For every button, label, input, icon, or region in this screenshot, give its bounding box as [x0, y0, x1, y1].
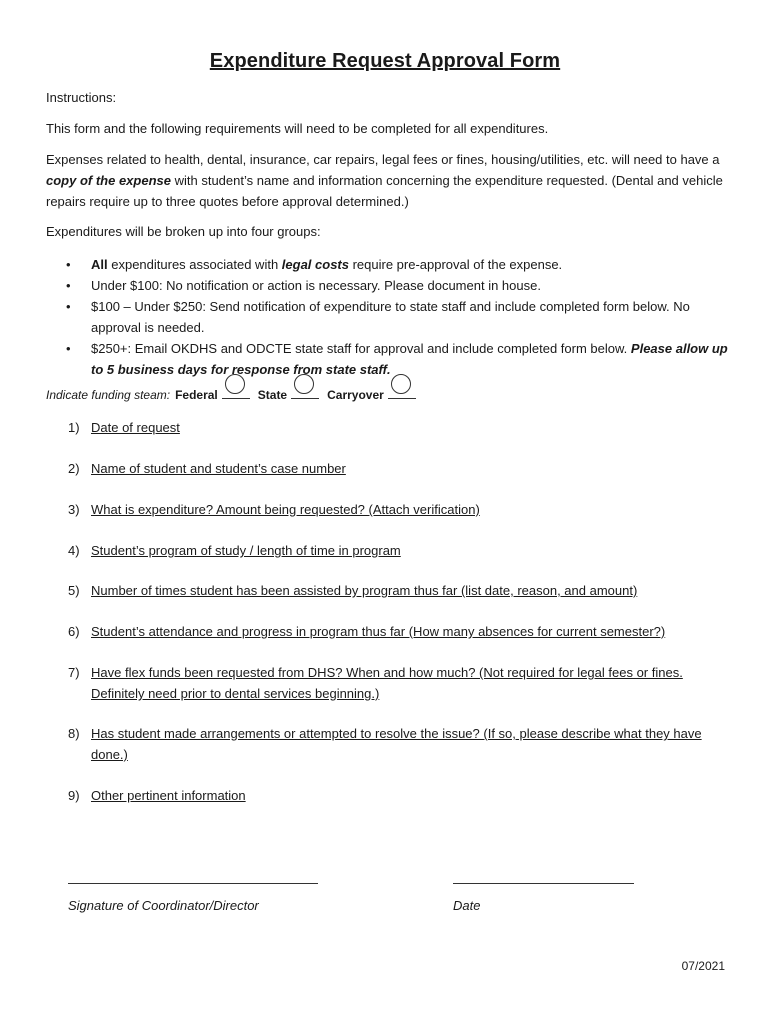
- date-label: Date: [453, 898, 481, 913]
- question-3: [68, 499, 738, 520]
- expenses-paragraph: [46, 149, 736, 212]
- question-text: Have flex funds been requested from DHS? When and how much? (Not required for legal fees or fines. Definitely need prior to dental services beginning.): [91, 665, 683, 701]
- question-number: 8): [68, 726, 80, 741]
- date-line[interactable]: [453, 883, 634, 884]
- question-number: 7): [68, 665, 80, 680]
- question-text: Number of times student has been assisted by program thus far (list date, reason, and amount): [91, 583, 638, 598]
- question-5: [68, 580, 738, 601]
- instructions-label: Instructions:: [46, 90, 117, 105]
- radio-circle-icon: [225, 374, 245, 394]
- list-item: [46, 296, 736, 338]
- radio-circle-icon: [294, 374, 314, 394]
- groups-list: [46, 254, 736, 380]
- question-number: 2): [68, 461, 80, 476]
- question-text: Other pertinent information: [91, 788, 246, 803]
- question-9: [68, 785, 738, 806]
- funding-stream-row: [46, 378, 424, 402]
- list-item: [46, 338, 736, 380]
- question-number: 3): [68, 502, 80, 517]
- expenses-text-after: with student’s name and information concerning the expenditure requested. (Dental and vehicle repairs require up to three quotes before approval determined.): [46, 173, 723, 209]
- question-8: [68, 723, 738, 765]
- bullet-glyph: •: [66, 257, 71, 272]
- question-number: 5): [68, 583, 80, 598]
- question-text: Student’s program of study / length of time in program: [91, 543, 401, 558]
- list-item: [46, 275, 736, 296]
- question-text: Name of student and student’s case number: [91, 461, 346, 476]
- question-text: Date of request: [91, 420, 180, 435]
- bullet-4-note: Please allow up to 5 business days for response from state staff.: [91, 341, 728, 377]
- question-number: 6): [68, 624, 80, 639]
- question-number: 1): [68, 420, 80, 435]
- signature-label: Signature of Coordinator/Director: [68, 898, 259, 913]
- question-text: What is expenditure? Amount being requested? (Attach verification): [91, 502, 480, 517]
- groups-intro: Expenditures will be broken up into four groups:: [46, 224, 321, 239]
- bullet-glyph: •: [66, 299, 71, 314]
- question-text: Has student made arrangements or attempted to resolve the issue? (If so, please describe what they have done.): [91, 726, 702, 762]
- bullet-1-bold: All: [91, 257, 108, 272]
- bullet-2-text: Under $100: No notification or action is necessary. Please document in house.: [91, 278, 541, 293]
- intro-paragraph: This form and the following requirements will need to be completed for all expenditures.: [46, 121, 549, 136]
- funding-federal-radio[interactable]: [222, 378, 250, 399]
- bullet-1-legal-costs: legal costs: [281, 257, 349, 272]
- list-item: [46, 254, 736, 275]
- footer-revision-date: 07/2021: [681, 959, 725, 973]
- bullet-glyph: •: [66, 341, 71, 356]
- question-text: Student’s attendance and progress in program thus far (How many absences for current semester?): [91, 624, 666, 639]
- radio-circle-icon: [391, 374, 411, 394]
- question-number: 9): [68, 788, 80, 803]
- signature-line[interactable]: [68, 883, 318, 884]
- bullet-glyph: •: [66, 278, 71, 293]
- question-number: 4): [68, 543, 80, 558]
- bullet-4-text: $250+: Email OKDHS and ODCTE state staff for approval and include completed form below.: [91, 341, 631, 356]
- bullet-1-after: require pre-approval of the expense.: [348, 257, 563, 272]
- funding-option-state-label: State: [257, 388, 288, 402]
- question-4: [68, 540, 738, 561]
- funding-option-carryover-label: Carryover: [327, 388, 384, 402]
- funding-carryover-radio[interactable]: [388, 378, 416, 399]
- funding-label: Indicate funding steam:: [46, 388, 171, 402]
- question-2: [68, 458, 738, 479]
- expenses-text-before: Expenses related to health, dental, insurance, car repairs, legal fees or fines, housing/utilities, etc. will need to have a: [46, 152, 720, 167]
- expenses-emphasis: copy of the expense: [46, 173, 171, 188]
- funding-option-federal-label: Federal: [175, 388, 218, 402]
- bullet-3-text: $100 – Under $250: Send notification of expenditure to state staff and include completed form below. No approval is needed.: [91, 299, 690, 335]
- funding-state-radio[interactable]: [291, 378, 319, 399]
- question-1: [68, 417, 738, 438]
- page-title: Expenditure Request Approval Form: [209, 50, 561, 72]
- question-7: [68, 662, 738, 704]
- question-6: [68, 621, 738, 642]
- bullet-1-mid: expenditures associated with: [107, 257, 282, 272]
